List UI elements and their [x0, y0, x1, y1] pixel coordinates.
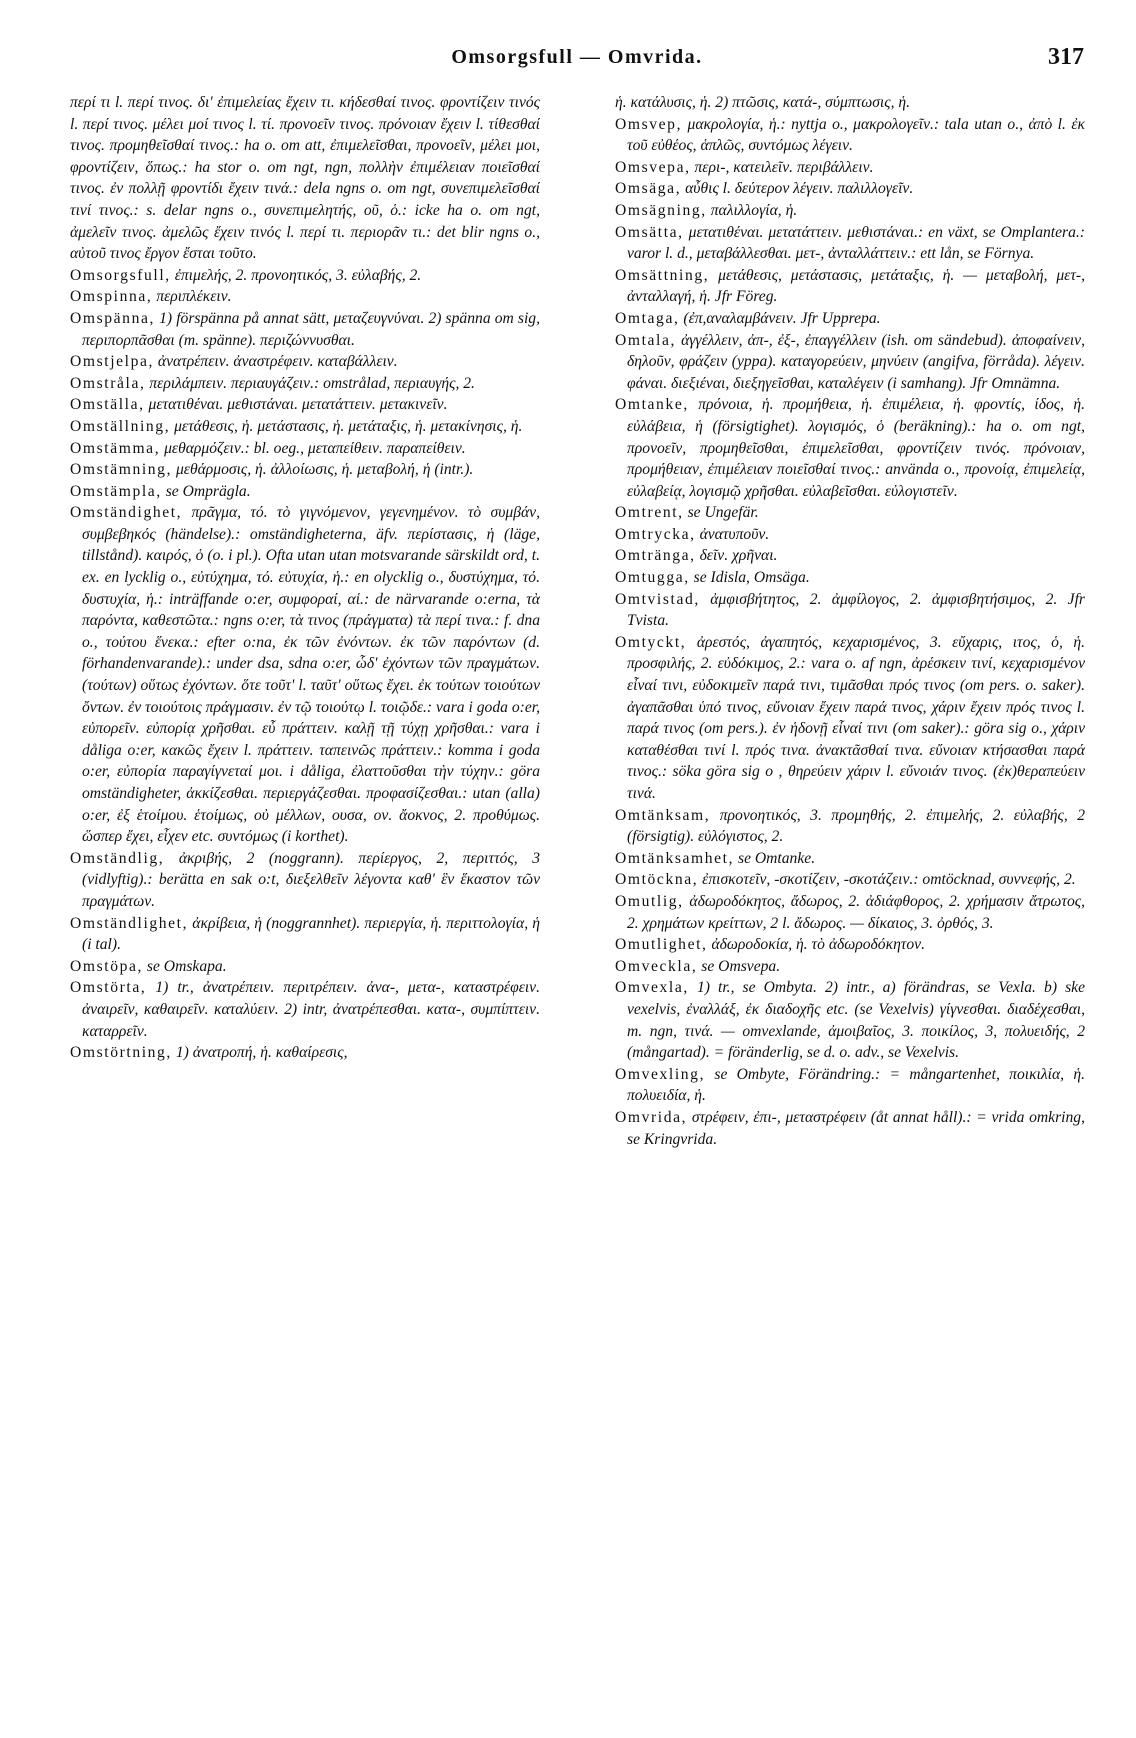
entry-definition: παλιλλογία, ἡ.	[710, 201, 798, 219]
entry-definition: se Idisla, Omsäga.	[693, 569, 810, 587]
entry-headword: Omständlig,	[70, 849, 165, 867]
dictionary-entry	[615, 157, 1085, 179]
entry-headword: Omstöpa,	[70, 957, 144, 975]
entry-definition: δεῖν. χρῆναι.	[699, 547, 778, 565]
dictionary-entry	[615, 114, 1085, 157]
entry-definition: προνοητικός, 3. προμηθής, 2. ἐπιμελής, 2. εὐλαβής, 2 (försigtig). εὐλόγιστος, 2.	[627, 806, 1085, 846]
dictionary-entry	[615, 934, 1085, 956]
dictionary-entry	[70, 1042, 540, 1064]
entry-headword: Omsäga,	[615, 180, 682, 198]
entry-headword: Omställning,	[70, 417, 171, 435]
dictionary-entry	[70, 913, 540, 956]
dictionary-entry	[70, 481, 540, 503]
entry-headword: Omstörtning,	[70, 1044, 172, 1062]
entry-definition: se Ombyte, Förändring.: = mångartenhet, ποικιλία, ἡ. πολυειδία, ἡ.	[627, 1065, 1085, 1105]
entry-definition: ἀκρίβεια, ἡ (noggrannhet). περιεργία, ἡ. περιττολογία, ἡ (i tal).	[82, 914, 540, 954]
entry-headword: Omstjelpa,	[70, 353, 154, 371]
dictionary-entry	[615, 567, 1085, 589]
entry-definition: μακρολογία, ἡ.: nyttja o., μακρολογεῖν.: tala utan o., ἀπὸ l. ἐκ τοῦ εὐθέος, ἁπλῶς, συντόμως λέγειν.	[627, 115, 1085, 155]
entry-definition: se Omtanke.	[738, 849, 816, 867]
entry-headword: Omtänksamhet,	[615, 849, 735, 867]
entry-definition: ἀδωροδόκητος, ἄδωρος, 2. ἀδιάφθορος, 2. χρήμασιν ἄτρωτος, 2. χρημάτων κρείττων, 2 l. ἄδωρος. — δίκαιος, 3. ὀρθός, 3.	[627, 892, 1085, 932]
dictionary-entry	[70, 286, 540, 308]
entry-headword: Omsättning,	[615, 266, 710, 284]
entry-headword: Omspinna,	[70, 288, 153, 306]
entry-definition: περί τι l. περί τινος. δι' ἐπιμελείας ἔχειν τι. κήδεσθαί τινος. φροντίζειν τινός l. περί τινος. μέλει μοί τινος l. τί. προνοεῖν τινος. πρόνοιαν ἔχειν l. τίθεσθαί τινος. προμηθεῖσθαί τινος.: ha o. om att, ἐπιμελεῖσθαι, προνοεῖν, μέλει μοι, φροντίζειν, ὅπως.: ha stor o. om ngt, ngn, πολλὴν ἐπιμέλειαν ποιεῖσθαί τινος. ἐν πολλῇ φροντίδι ἔχειν τινά.: dela ngns o. om ngt, συνεπιμελεῖσθαί τινί τινος.: s. delar ngns o., συνεπιμελητής, οῦ, ὁ.: icke ha o. om ngt, ἀμελεῖν τινος. ἀμελῶς ἔχειν τινός l. περί τι. περιορᾶν τι.: det blir ngns o., αὐτοῦ τινος ἔργον ἔσται τοῦτο.	[70, 94, 540, 263]
entry-definition: πρόνοια, ἡ. προμήθεια, ἡ. ἐπιμέλεια, ἡ. φροντίς, ίδος, ἡ. εὐλάβεια, ἡ (försigtighet). λογισμός, ὁ (beräkning).: ha o. om ngt, προνοεῖν, προμηθεῖσθαι, ἐπιμελεῖσθαι, φροντίζειν τινός. πρόνοιαν, προμήθειαν, ἐπιμέλειαν ποιεῖσθαί τινος.: använda o., προνοίᾳ, ἐπιμελείᾳ, εὐλαβείᾳ, λογισμῷ χρῆσθαι. εὐλαβεῖσθαι. εὐλογιστεῖν.	[627, 396, 1085, 500]
dictionary-entry	[70, 351, 540, 373]
entry-definition: ἐπισκοτεῖν, -σκοτίζειν, -σκοτάζειν.: omtöcknad, συννεφής, 2.	[702, 871, 1076, 889]
entry-definition: (ἐπ,αναλαμβάνειν. Jfr Upprepa.	[683, 309, 881, 327]
entry-headword: Omveckla,	[615, 957, 698, 975]
entry-definition: μετάθεσις, μετάστασις, μετάταξις, ἡ. — μεταβολή, μετ-, ἀνταλλαγή, ἡ. Jfr Föreg.	[627, 266, 1085, 306]
dictionary-entry	[615, 805, 1085, 848]
dictionary-entry	[70, 848, 540, 913]
left-column	[70, 92, 540, 1692]
entry-headword: Omspänna,	[70, 309, 155, 327]
dictionary-entry	[615, 1064, 1085, 1107]
entry-definition: se Ungefär.	[687, 504, 759, 522]
entry-headword: Omtanke,	[615, 396, 689, 414]
entry-definition: περιπλέκειν.	[156, 288, 232, 306]
right-column	[615, 92, 1085, 1692]
dictionary-entry	[615, 502, 1085, 524]
entry-headword: Omsägning,	[615, 201, 707, 219]
dictionary-entry	[615, 394, 1085, 502]
entry-definition: 1) tr., ἀνατρέπειν. περιτρέπειν. ἀνα-, μετα-, καταστρέφειν. ἀναιρεῖν, καθαιρεῖν. καταλύειν. 2) intr, ἀνατρέπεσθαι. κατα-, συμπίπτειν. καταρρεῖν.	[82, 979, 540, 1040]
entry-headword: Omsorgsfull,	[70, 266, 171, 284]
entry-definition: μετάθεσις, ἡ. μετάστασις, ἡ. μετάταξις, ἡ. μετακίνησις, ἡ.	[174, 417, 523, 435]
dictionary-entry	[70, 438, 540, 460]
entry-headword: Omsvepa,	[615, 158, 691, 176]
dictionary-entry	[615, 956, 1085, 978]
dictionary-entry	[70, 977, 540, 1042]
entry-definition: ἀνατρέπειν. ἀναστρέφειν. καταβάλλειν.	[157, 353, 398, 371]
entry-definition: ἀμφισβήτητος, 2. ἀμφίλογος, 2. ἀμφισβητήσιμος, 2. Jfr Tvista.	[627, 590, 1085, 630]
entry-definition: ἀρεστός, ἀγαπητός, κεχαρισμένος, 3. εὔχαρις, ιτος, ὁ, ἡ. προσφιλής, 2. εὐδόκιμος, 2.: vara o. af ngn, ἀρέσκειν τινί, κεχαρισμένον εἶναί τινι, εὐδοκιμεῖν παρά τινι, τιμᾶσθαι πρός τινος (om pers. o. saker). ἀγαπᾶσθαι ὑπό τινος, εὔνοιαν ἔχειν παρά τινος, χάριν ἔχειν πρός τινος l. παρά τινος (om pers.). ἐν ἡδονῇ εἶναί τινι (om saker).: göra sig o., χάριν καταθέσθαι τινί l. πρός τινα. ἀνακτᾶσθαί τινα. εὔνοιαν κτήσασθαι παρά τινος.: söka göra sig o , θηρεύειν χάριν l. εὔνοιάν τινος. (ἐκ)θεραπεύειν τινά.	[627, 633, 1085, 802]
entry-headword: Omtänksam,	[615, 806, 711, 824]
entry-headword: Omtöckna,	[615, 871, 699, 889]
dictionary-entry	[615, 92, 1085, 114]
entry-headword: Omtränga,	[615, 547, 696, 565]
entry-headword: Omsvep,	[615, 115, 683, 133]
dictionary-entry	[615, 524, 1085, 546]
entry-definition: μετατιθέναι. μετατάττειν. μεθιστάναι.: en växt, se Omplantera.: varor l. d., μεταβάλλεσθαι. μετ-, ἀνταλλάττειν.: ett lån, se Förnya.	[627, 223, 1085, 263]
entry-definition: 1) förspänna på annat sätt, μεταζευγνύναι. 2) spänna om sig, περιπορπᾶσθαι (m. spänne). περιζώννυσθαι.	[82, 309, 540, 349]
entry-headword: Omvexla,	[615, 979, 689, 997]
entry-definition: ἐπιμελής, 2. προνοητικός, 3. εὐλαβής, 2.	[174, 266, 422, 284]
dictionary-entry	[615, 1107, 1085, 1150]
dictionary-entry	[70, 956, 540, 978]
dictionary-entry	[70, 394, 540, 416]
dictionary-entry	[615, 891, 1085, 934]
entry-headword: Omständlighet,	[70, 914, 189, 932]
dictionary-entry	[70, 502, 540, 848]
running-head: Omsorgsfull — Omvrida.	[451, 46, 703, 68]
dictionary-entry	[615, 330, 1085, 395]
entry-definition: αὖθις l. δεύτερον λέγειν. παλιλλογεῖν.	[685, 180, 914, 198]
entry-headword: Omtrent,	[615, 504, 684, 522]
entry-headword: Omtala,	[615, 331, 676, 349]
entry-headword: Omvexling,	[615, 1065, 706, 1083]
dictionary-entry	[70, 416, 540, 438]
entry-headword: Omtyckt,	[615, 633, 687, 651]
entry-headword: Omtaga,	[615, 309, 680, 327]
dictionary-entry	[615, 178, 1085, 200]
dictionary-entry	[70, 373, 540, 395]
entry-definition: se Omsvepa.	[701, 957, 781, 975]
dictionary-entry	[615, 200, 1085, 222]
entry-definition: στρέφειν, ἐπι-, μεταστρέφειν (åt annat håll).: = vrida omkring, se Kringvrida.	[627, 1108, 1085, 1148]
page-number: 317	[1048, 44, 1084, 70]
dictionary-entry	[70, 265, 540, 287]
entry-definition: ἀνατυποῦν.	[699, 525, 770, 543]
entry-headword: Omständighet,	[70, 504, 183, 522]
entry-headword: Omstörta,	[70, 979, 147, 997]
dictionary-entry	[70, 459, 540, 481]
entry-headword: Omutlighet,	[615, 936, 708, 954]
dictionary-entry	[70, 308, 540, 351]
dictionary-entry	[615, 869, 1085, 891]
entry-definition: ἡ. κατάλυσις, ἡ. 2) πτῶσις, κατά-, σύμπτωσις, ἡ.	[615, 94, 911, 111]
entry-definition: 1) tr., se Ombyta. 2) intr., a) förändras, se Vexla. b) ske vexelvis, ἐναλλάξ, ἐκ διαδοχῆς etc. (se Vexelvis) γίγνεσθαι. διαδέχεσθαι, m. ngn, τινά. — omvexlande, ἀμοιβαῖος, 3. ποικίλος, 3, πολυειδής, 2 (mångartad). = föränderlig, se d. o. adv., se Vexelvis.	[627, 979, 1085, 1062]
entry-definition: περιλάμπειν. περιαυγάζειν.: omstrålad, περιαυγής, 2.	[149, 374, 475, 392]
dictionary-entry	[615, 977, 1085, 1063]
dictionary-entry	[615, 589, 1085, 632]
entry-headword: Omstämpla,	[70, 482, 162, 500]
dictionary-entry	[615, 848, 1085, 870]
entry-definition: πρᾶγμα, τό. τὸ γιγνόμενον, γεγενημένον. τὸ συμβάν, συμβεβηκός (händelse).: omständigheterna, äfv. περίστασις, ἡ (läge, tillstånd). καιρός, ὁ (o. i pl.). Ofta utan utan motsvarande särskildt ord, t. ex. en lycklig o., εὐτύχημα, τό. εὐτυχία, ἡ.: en olycklig o., δυστύχημα, τό. δυστυχία, ἡ.: inträffande o:er, συμφοραί, αἱ.: de närvarande o:erna, τὰ παρόντα, καθεστῶτα.: ngns o:er, τὰ τινος (πράγματα) τὰ περί τινα.: f. dna o., τούτου ἕνεκα.: efter o:na, ἐκ τῶν ἐνόντων. ἐκ τῶν παρόντων (d. förhandenvarande).: under dsa, sdna o:er, ὧδ' ἐχόντων τῶν πραγμάτων. (τούτων) οὕτως ἐχόντων. ὅτε τοῦτ' l. ταῦτ' οὕτως ἔχει. ἐκ τούτων τοιούτων ὄντων. ἐν τοιούτοις πράγμασιν. ἐν τῷ τοιούτῳ l. τοιῷδε.: vara i goda o:er, εὐπορεῖν. εὐπορίᾳ χρῆσθαι. εὖ πράττειν. καλῇ τῇ τύχῃ χρῆσθαι.: vara i dåliga o:er, κακῶς ἔχειν l. πράττειν. ταπεινῶς πράττειν.: komma i goda o:er, εὐπορία παραγίγνεταί μοι. i dåliga, ἐλαττοῦσθαι τὴν τύχην.: göra omständigheter, ἀκκίζεσθαι. περιεργάζεσθαι. προφασίζεσθαι.: utan (alla) o:er, ἐξ ἑτοίμου. ἑτοίμως, οὐ μέλλων, ουσα, ον. ἄοκνος, 2. προθύμως. ὥσπερ ἔχει, εἶχεν etc. συντόμως (i korthet).	[82, 504, 540, 846]
entry-definition: ἀδωροδοκία, ἡ. τὸ ἀδωροδόκητον.	[711, 936, 926, 954]
entry-definition: se Omprägla.	[165, 482, 251, 500]
entry-headword: Omtugga,	[615, 569, 690, 587]
entry-definition: μεθαρμόζειν.: bl. oeg., μεταπείθειν. παραπείθειν.	[164, 439, 466, 457]
entry-headword: Omstråla,	[70, 374, 146, 392]
entry-headword: Omställa,	[70, 396, 145, 414]
dictionary-entry	[615, 308, 1085, 330]
entry-headword: Omvrida,	[615, 1108, 688, 1126]
entry-definition: μεθάρμοσις, ἡ. ἀλλοίωσις, ἡ. μεταβολή, ἡ (intr.).	[175, 461, 474, 479]
dictionary-entry	[70, 92, 540, 265]
dictionary-entry	[615, 265, 1085, 308]
entry-headword: Omsätta,	[615, 223, 684, 241]
entry-definition: ἀγγέλλειν, ἀπ-, ἐξ-, ἐπαγγέλλειν (ish. om sändebud). ἀποφαίνειν, δηλοῦν, φράζειν (yppa). καταγορεύειν, μηνύειν (angifva, förråda). λέγειν. φάναι. διεξιέναι, διεξηγεῖσθαι, καταλέγειν (i samhang). Jfr Omnämna.	[627, 331, 1085, 392]
entry-headword: Omtvistad,	[615, 590, 700, 608]
entry-definition: 1) ἀνατροπή, ἡ. καθαίρεσις,	[175, 1044, 348, 1062]
entry-definition: περι-, κατειλεῖν. περιβάλλειν.	[694, 158, 874, 176]
entry-headword: Omutlig,	[615, 892, 684, 910]
dictionary-entry	[615, 545, 1085, 567]
entry-definition: μετατιθέναι. μεθιστάναι. μετατάττειν. μετακινεῖν.	[148, 396, 448, 414]
page-header	[70, 42, 1084, 78]
dictionary-entry	[615, 632, 1085, 805]
entry-headword: Omstämma,	[70, 439, 161, 457]
entry-headword: Omstämning,	[70, 461, 173, 479]
entry-definition: ἀκριβής, 2 (noggrann). περίεργος, 2, περιττός, 3 (vidlyftig).: berätta en sak o:t, διεξελθεῖν λέγοντα καθ' ἓν ἕκαστον τῶν πραγμάτων.	[82, 849, 540, 910]
entry-definition: se Omskapa.	[146, 957, 227, 975]
entry-headword: Omtrycka,	[615, 525, 696, 543]
dictionary-entry	[615, 222, 1085, 265]
